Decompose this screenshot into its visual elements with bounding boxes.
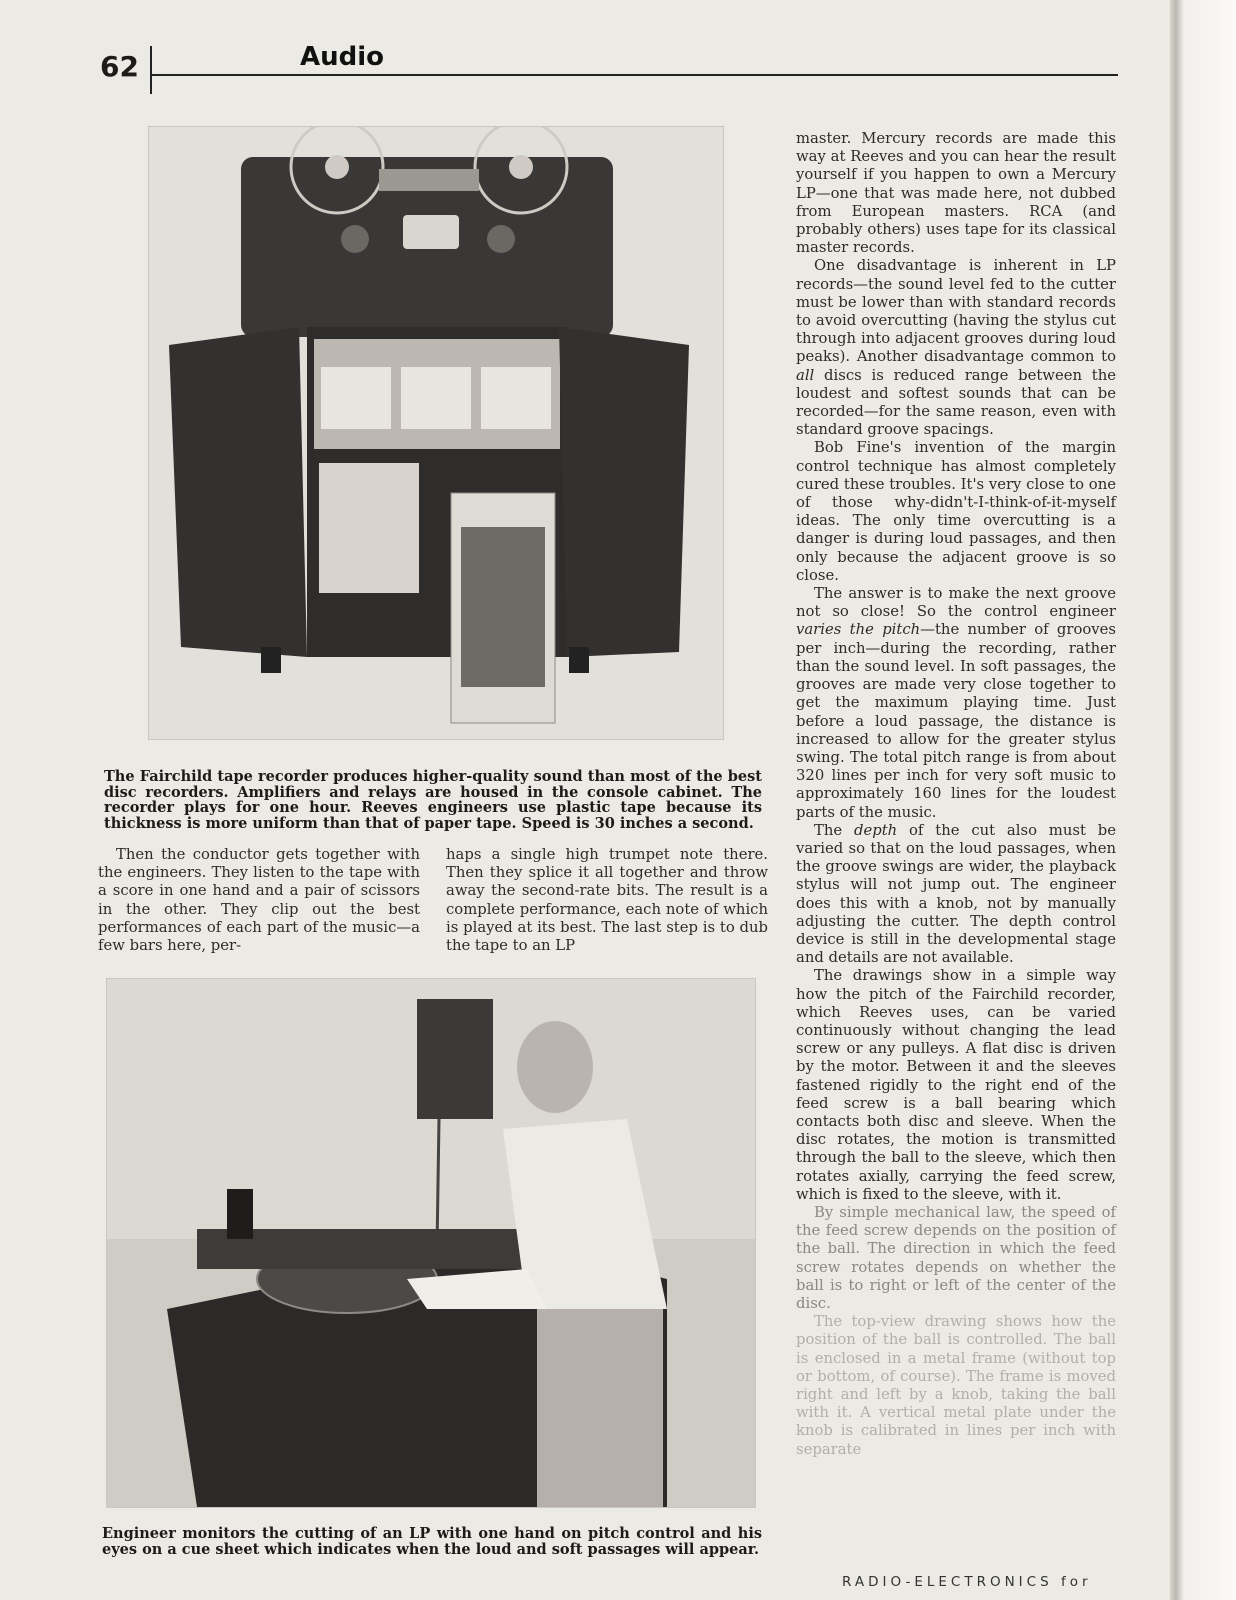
paragraph: The drawings show in a simple way how the pitch of the Fairchild recorder, which Reeves uses, can be varied continuously without changing the lead screw or any pulleys. A flat disc is driven by the motor. Between it and the sleeves fastened rigidly to the right end of the feed screw is a ball bearing which contacts both disc and sleeve. When the disc rotates, the motion is transmitted through the ball to the sleeve, which then rotates axially, carrying the feed screw, which is fixed to the sleeve, with it. (796, 967, 1116, 1203)
paragraph: haps a single high trumpet note there. Then they splice it all together and throw away the second-rate bits. The result is a complete performance, each note of which is played at its best. The last step is to dub the tape to an LP (446, 846, 768, 955)
engineer-caption: Engineer monitors the cutting of an LP with one hand on pitch control and his eyes on a cue sheet which indicates when the loud and soft passages will appear. (102, 1525, 762, 1558)
paragraph: Then the conductor gets together with the engineers. They listen to the tape with a score in one hand and a pair of scissors in the other. They clip out the best performances of each part of the music—a few bars here, per- (98, 846, 420, 955)
tape-recorder-photo (148, 126, 724, 740)
text-column-left-1 (98, 846, 420, 955)
engineer-photo (106, 978, 756, 1508)
header-rule (152, 74, 1118, 76)
tape-recorder-caption: The Fairchild tape recorder produces higher-quality sound than most of the best disc recorders. Amplifiers and relays are housed in the console cabinet. The recorder plays for one hour. Reeves engineers use plastic tape because its thickness is more uniform than that of paper tape. Speed is 30 inches a second. (104, 768, 762, 832)
footer-running-title: RADIO-ELECTRONICS for (842, 1574, 1092, 1590)
text-column-left-2 (446, 846, 768, 955)
paragraph: master. Mercury records are made this way at Reeves and you can hear the result yourself if you happen to own a Mercury LP—one that was made here, not dubbed from European masters. RCA (and probably others) uses tape for its classical master records. (796, 130, 1116, 257)
magazine-title: Audio (300, 42, 385, 72)
page-edge (1170, 0, 1236, 1600)
header-divider (150, 46, 152, 94)
text-column-right (796, 130, 1116, 1459)
paragraph: The depth of the cut also must be varied so that on the loud passages, when the groove swings are wider, the playback stylus will not jump out. The engineer does this with a knob, not by manually adjusting the cutter. The depth control device is still in the developmental stage and details are not available. (796, 821, 1116, 967)
paragraph: By simple mechanical law, the speed of the feed screw depends on the position of the ball. The direction in which the feed screw rotates depends on whether the ball is to right or left of the center of the disc. (796, 1203, 1116, 1312)
paragraph: Bob Fine's invention of the margin control technique has almost completely cured these troubles. It's very close to one of those why-didn't-I-think-of-it-myself ideas. The only time overcutting is a danger is during loud passages, and then only because the adjacent groove is so close. (796, 439, 1116, 584)
paragraph: One disadvantage is inherent in LP records—the sound level fed to the cutter must be lower than with standard records to avoid overcutting (having the stylus cut through into adjacent grooves during loud peaks). Another disadvantage common to all discs is reduced range between the loudest and softest sounds that can be recorded—for the same reason, even with standard groove spacings. (796, 257, 1116, 439)
paragraph: The top-view drawing shows how the position of the ball is controlled. The ball is enclosed in a metal frame (without top or bottom, of course). The frame is moved right and left by a knob, taking the ball with it. A vertical metal plate under the knob is calibrated in lines per inch with separate (796, 1313, 1116, 1458)
paragraph: The answer is to make the next groove not so close! So the control engineer varies the pitch—the number of grooves per inch—during the recording, rather than the sound level. In soft passages, the grooves are made very close together to get the maximum playing time. Just before a loud passage, the distance is increased to allow for the greater stylus swing. The total pitch range is from about 320 lines per inch for very soft music to approximately 160 lines for the loudest parts of the music. (796, 585, 1116, 821)
page-number: 62 (100, 50, 139, 83)
